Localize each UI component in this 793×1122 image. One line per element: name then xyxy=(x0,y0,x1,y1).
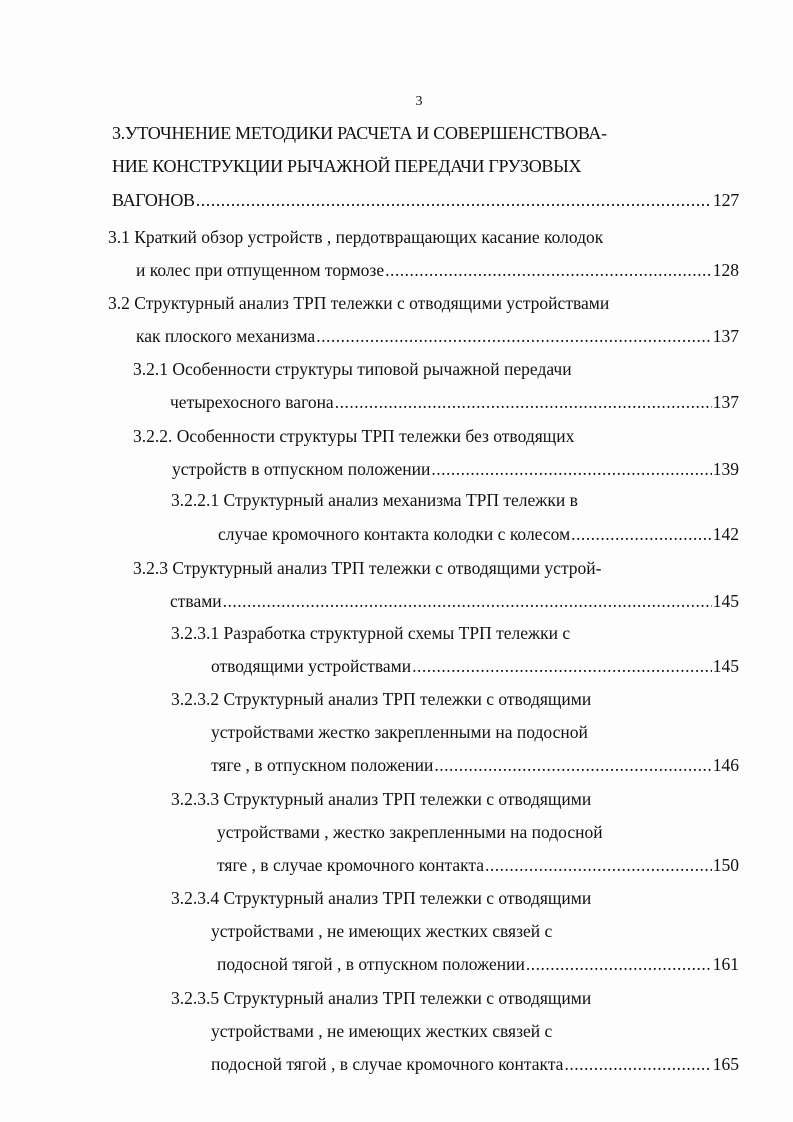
toc-entry-3-2-text: как плоского механизма xyxy=(136,326,316,346)
toc-entry-3-2-3-1-page: 145 xyxy=(712,656,739,676)
toc-entry-3-2-3-4-page: 161 xyxy=(712,954,739,974)
toc-entry-3-2-3-5-line-1: 3.2.3.5 Структурный анализ ТРП тележки с отводящими xyxy=(171,988,592,1008)
toc-entry-3-2-1-page: 137 xyxy=(712,392,739,412)
toc-entry-3-2-1-line-2[interactable] xyxy=(170,390,739,414)
toc-entry-3-2-3-3-text: тяге , в случае кромочного контакта xyxy=(217,855,484,875)
toc-entry-3-2-3-4-line-2: устройствами , не имеющих жестких связей с xyxy=(211,921,553,941)
toc-entry-3-2-2-line-2[interactable] xyxy=(172,457,739,481)
toc-entry-3-1-line-1: 3.1 Краткий обзор устройств , пердотвращающих касание колодок xyxy=(108,227,604,247)
toc-entry-3-2-3-4-text: подосной тягой , в отпускном положении xyxy=(217,954,525,974)
toc-entry-3-1-line-2[interactable] xyxy=(136,258,739,282)
toc-entry-3-2-3-3-page: 150 xyxy=(712,855,739,875)
toc-entry-3-2-3-1-line-2[interactable] xyxy=(211,654,739,678)
dot-leader xyxy=(434,753,711,777)
toc-entry-3-2-3-4-line-1: 3.2.3.4 Структурный анализ ТРП тележки с отводящими xyxy=(171,888,592,908)
toc-entry-3-2-2-line-1: 3.2.2. Особенности структуры ТРП тележки без отводящих xyxy=(133,426,575,446)
toc-entry-3-line-1: 3.УТОЧНЕНИЕ МЕТОДИКИ РАСЧЕТА И СОВЕРШЕНСТВОВА- xyxy=(112,123,607,143)
toc-entry-3-2-3-3-line-3[interactable] xyxy=(217,853,739,877)
toc-entry-3-2-2-1-text: случае кромочного контакта колодки с колесом xyxy=(218,524,571,544)
dot-leader xyxy=(526,952,712,976)
dot-leader xyxy=(223,589,712,613)
toc-entry-3-1-page: 128 xyxy=(712,260,739,280)
toc-entry-3-2-3-1-line-1: 3.2.3.1 Разработка структурной схемы ТРП тележки с xyxy=(171,623,571,643)
dot-leader xyxy=(196,188,712,212)
toc-entry-3-1-text: и колес при отпущенном тормозе xyxy=(136,260,385,280)
toc-entry-3-2-3-3-line-1: 3.2.3.3 Структурный анализ ТРП тележки с отводящими xyxy=(171,789,592,809)
toc-entry-3-2-3-4-line-3[interactable] xyxy=(217,952,739,976)
dot-leader xyxy=(571,522,712,546)
toc-entry-3-line-3[interactable] xyxy=(112,188,739,212)
toc-entry-3-2-3-line-1: 3.2.3 Структурный анализ ТРП тележки с отводящими устрой- xyxy=(133,558,602,578)
toc-entry-3-2-3-3-line-2: устройствами , жестко закрепленными на подосной xyxy=(217,822,603,842)
toc-entry-3-2-line-1: 3.2 Структурный анализ ТРП тележки с отводящими устройствами xyxy=(108,293,610,313)
toc-entry-3-2-3-5-text: подосной тягой , в случае кромочного контакта xyxy=(211,1054,564,1074)
toc-entry-3-line-2: НИЕ КОНСТРУКЦИИ РЫЧАЖНОЙ ПЕРЕДАЧИ ГРУЗОВЫХ xyxy=(112,156,582,176)
toc-entry-3-2-3-5-page: 165 xyxy=(712,1054,739,1074)
dot-leader xyxy=(335,390,712,414)
dot-leader xyxy=(412,654,712,678)
toc-entry-3-2-2-page: 139 xyxy=(712,459,739,479)
toc-entry-3-2-2-1-page: 142 xyxy=(712,524,739,544)
toc-entry-3-2-2-1-line-2[interactable] xyxy=(218,522,739,546)
toc-entry-3-2-3-line-2[interactable] xyxy=(170,589,739,613)
toc-entry-3-2-3-page: 145 xyxy=(712,591,739,611)
dot-leader xyxy=(316,324,712,348)
page-number: 3 xyxy=(415,94,423,109)
toc-entry-3-2-2-text: устройств в отпускном положении xyxy=(172,459,431,479)
toc-entry-3-2-3-5-line-3[interactable] xyxy=(211,1052,739,1076)
toc-entry-3-2-line-2[interactable] xyxy=(136,324,739,348)
toc-entry-3-text: ВАГОНОВ xyxy=(112,190,195,210)
dot-leader xyxy=(385,258,712,282)
toc-entry-3-2-3-2-line-3[interactable] xyxy=(211,753,739,777)
toc-entry-3-2-1-line-1: 3.2.1 Особенности структуры типовой рычажной передачи xyxy=(133,359,572,379)
toc-entry-3-page: 127 xyxy=(712,190,739,210)
toc-entry-3-2-2-1-line-1: 3.2.2.1 Структурный анализ механизма ТРП тележки в xyxy=(171,490,578,510)
toc-entry-3-2-3-text: ствами xyxy=(170,591,222,611)
toc-entry-3-2-3-1-text: отводящими устройствами xyxy=(211,656,412,676)
toc-entry-3-2-3-2-page: 146 xyxy=(712,755,739,775)
toc-entry-3-2-page: 137 xyxy=(712,326,739,346)
dot-leader xyxy=(431,457,711,481)
toc-entry-3-2-3-2-line-1: 3.2.3.2 Структурный анализ ТРП тележки с отводящими xyxy=(171,689,592,709)
toc-entry-3-2-1-text: четырехосного вагона xyxy=(170,392,334,412)
toc-entry-3-2-3-5-line-2: устройствами , не имеющих жестких связей с xyxy=(211,1021,553,1041)
dot-leader xyxy=(564,1052,711,1076)
toc-entry-3-2-3-2-line-2: устройствами жестко закрепленными на подосной xyxy=(211,722,588,742)
toc-entry-3-2-3-2-text: тяге , в отпускном положении xyxy=(211,755,434,775)
dot-leader xyxy=(485,853,712,877)
